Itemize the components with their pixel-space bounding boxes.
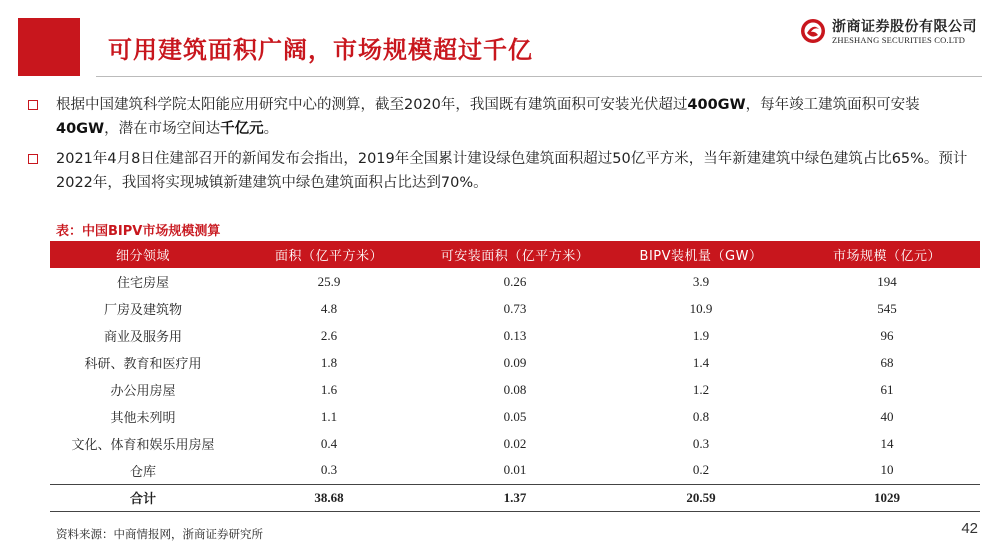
- value-cell: 3.9: [692, 273, 710, 289]
- table-row: [50, 457, 980, 484]
- total-value-cell: 1.37: [422, 484, 608, 511]
- value-cell: 2.6: [320, 327, 338, 343]
- value-cell: 0.05: [503, 408, 527, 424]
- value-cell: 1.4: [692, 354, 710, 370]
- category-cell: 文化、体育和娱乐用房屋: [71, 438, 215, 453]
- value-cell: 0.13: [503, 327, 527, 343]
- value-cell: 1.1: [320, 408, 338, 424]
- total-label-cell: 合计: [50, 484, 236, 511]
- category-cell: 商业及服务用: [103, 330, 182, 345]
- value-cell: 0.2: [692, 462, 710, 478]
- table-row: [50, 295, 980, 322]
- page-title: 可用建筑面积广阔，市场规模超过千亿: [108, 36, 533, 64]
- bullet-text: 2021年4月8日住建部召开的新闻发布会指出，2019年全国累计建设绿色建筑面积超过50亿平方米，当年新建建筑中绿色建筑占比65%。预计2022年，我国将实现城镇新建建筑中绿色建筑面积占比达到70%。: [56, 151, 968, 191]
- table-header-row: [50, 241, 980, 268]
- value-cell: 0.26: [503, 273, 527, 289]
- table-total-row: [50, 484, 980, 511]
- bullet-text: ，潜在市场空间达: [104, 121, 221, 137]
- bullet-list: [28, 93, 978, 201]
- value-cell: 1.8: [320, 354, 338, 370]
- bullet-text: 40GW: [56, 121, 105, 137]
- total-value-cell: 1029: [794, 484, 980, 511]
- value-cell: 0.8: [692, 408, 710, 424]
- value-cell: 545: [877, 300, 897, 316]
- page-number: 42: [961, 520, 978, 537]
- company-logo-icon: [800, 18, 826, 44]
- value-cell: 0.3: [692, 435, 710, 451]
- value-cell: 0.02: [503, 435, 527, 451]
- table-header-cell: 面积（亿平方米）: [236, 241, 422, 268]
- value-cell: 1.9: [692, 327, 710, 343]
- value-cell: 0.3: [320, 462, 338, 478]
- bullet-text: 。: [263, 121, 279, 137]
- source-note: 资料来源：中商情报网，浙商证券研究所: [56, 527, 263, 541]
- logo-company-name-cn: 浙商证券股份有限公司: [832, 19, 977, 35]
- value-cell: 10.9: [689, 300, 713, 316]
- table-row: [50, 403, 980, 430]
- table-row: [50, 322, 980, 349]
- value-cell: 14: [880, 435, 894, 451]
- bullet-text: 千亿元: [220, 121, 264, 137]
- table-row: [50, 268, 980, 295]
- value-cell: 0.09: [503, 354, 527, 370]
- table-caption: 表：中国BIPV市场规模测算: [56, 224, 221, 239]
- table-row: [50, 376, 980, 403]
- category-cell: 住宅房屋: [116, 276, 169, 291]
- square-bullet-icon: [28, 154, 38, 164]
- category-cell: 科研、教育和医疗用: [84, 357, 202, 372]
- value-cell: 194: [877, 273, 897, 289]
- bullet-text: ，每年竣工建筑面积可安装: [745, 97, 920, 113]
- title-accent-block: [18, 18, 80, 76]
- bipv-market-table: [50, 241, 980, 512]
- value-cell: 1.2: [692, 381, 710, 397]
- table-row: [50, 430, 980, 457]
- square-bullet-icon: [28, 100, 38, 110]
- table-header-cell: 细分领域: [50, 241, 236, 268]
- value-cell: 4.8: [320, 300, 338, 316]
- bullet-item: [28, 147, 978, 195]
- category-cell: 办公用房屋: [110, 384, 176, 399]
- category-cell: 厂房及建筑物: [103, 303, 182, 318]
- value-cell: 25.9: [317, 273, 341, 289]
- company-logo: [800, 14, 980, 50]
- value-cell: 10: [880, 462, 894, 478]
- total-value-cell: 38.68: [236, 484, 422, 511]
- total-value-cell: 20.59: [608, 484, 794, 511]
- value-cell: 68: [880, 354, 894, 370]
- value-cell: 0.01: [503, 462, 527, 478]
- bullet-text: 根据中国建筑科学院太阳能应用研究中心的测算，截至2020年，我国既有建筑面积可安装光伏超过: [56, 97, 688, 113]
- bullet-item: [28, 93, 978, 141]
- bullet-text: 400GW: [687, 97, 746, 113]
- value-cell: 0.4: [320, 435, 338, 451]
- category-cell: 仓库: [129, 464, 156, 480]
- table-header-cell: 可安装面积（亿平方米）: [422, 241, 608, 268]
- value-cell: 40: [880, 408, 894, 424]
- logo-company-name-en: ZHESHANG SECURITIES CO.LTD: [832, 35, 966, 45]
- value-cell: 0.73: [503, 300, 527, 316]
- table-header-cell: BIPV装机量（GW）: [608, 241, 794, 268]
- title-divider: [96, 76, 982, 77]
- value-cell: 0.08: [503, 381, 527, 397]
- table-row: [50, 349, 980, 376]
- value-cell: 96: [880, 327, 894, 343]
- category-cell: 其他未列明: [110, 411, 176, 426]
- table-header-cell: 市场规模（亿元）: [794, 241, 980, 268]
- value-cell: 61: [880, 381, 894, 397]
- value-cell: 1.6: [320, 381, 338, 397]
